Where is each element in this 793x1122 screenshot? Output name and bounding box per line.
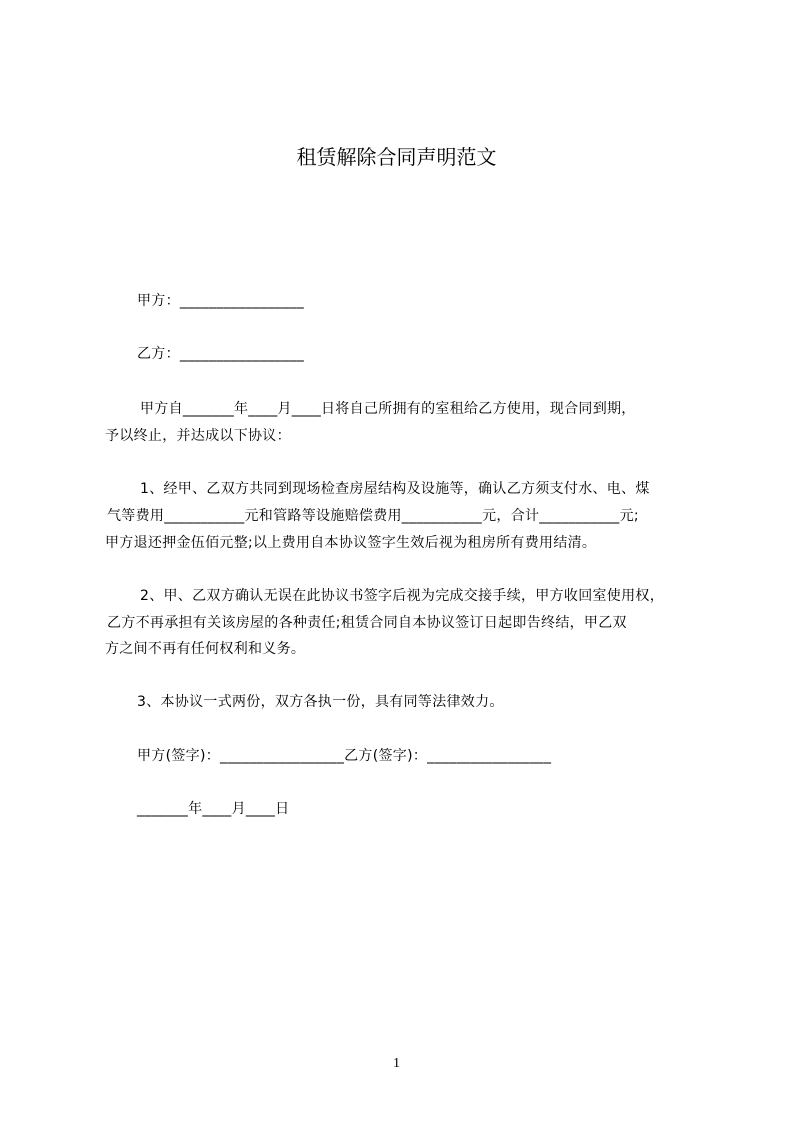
clause1-line-3: 甲方退还押金伍佰元整;以上费用自本协议签字生效后视为租房所有费用结清。 <box>105 535 597 551</box>
clause2-line-3: 方之间不再有任何权利和义务。 <box>105 641 306 657</box>
clause3-line: 3、本协议一式两份，双方各执一份，具有同等法律效力。 <box>137 694 504 710</box>
clause1-line-1: 1、经甲、乙双方共同到现场检查房屋结构及设施等，确认乙方须支付水、电、煤 <box>140 481 650 497</box>
date-line: _______年____月____日 <box>137 801 290 817</box>
clause2-line-1: 2、甲、乙双方确认无误在此协议书签字后视为完成交接手续，甲方收回室使用权， <box>140 588 665 604</box>
signature-line: 甲方(签字)：_________________乙方(签字)：_________________ <box>137 748 552 764</box>
page-number: 1 <box>393 1056 400 1071</box>
intro-line-1: 甲方自_______年____月____日将自己所拥有的室租给乙方使用，现合同到期， <box>140 401 636 417</box>
clause1-line-2: 气等费用___________元和管路等设施赔偿费用___________元，合计___________元; <box>107 508 639 524</box>
document-title: 租赁解除合同声明范文 <box>296 145 497 169</box>
intro-line-2: 予以终止，并达成以下协议： <box>105 428 291 444</box>
clause2-line-2: 乙方不再承担有关该房屋的各种责任;租赁合同自本协议签订日起即告终结，甲乙双 <box>107 615 627 631</box>
party-a-line: 甲方：_________________ <box>137 293 304 309</box>
party-b-line: 乙方：_________________ <box>137 346 304 362</box>
